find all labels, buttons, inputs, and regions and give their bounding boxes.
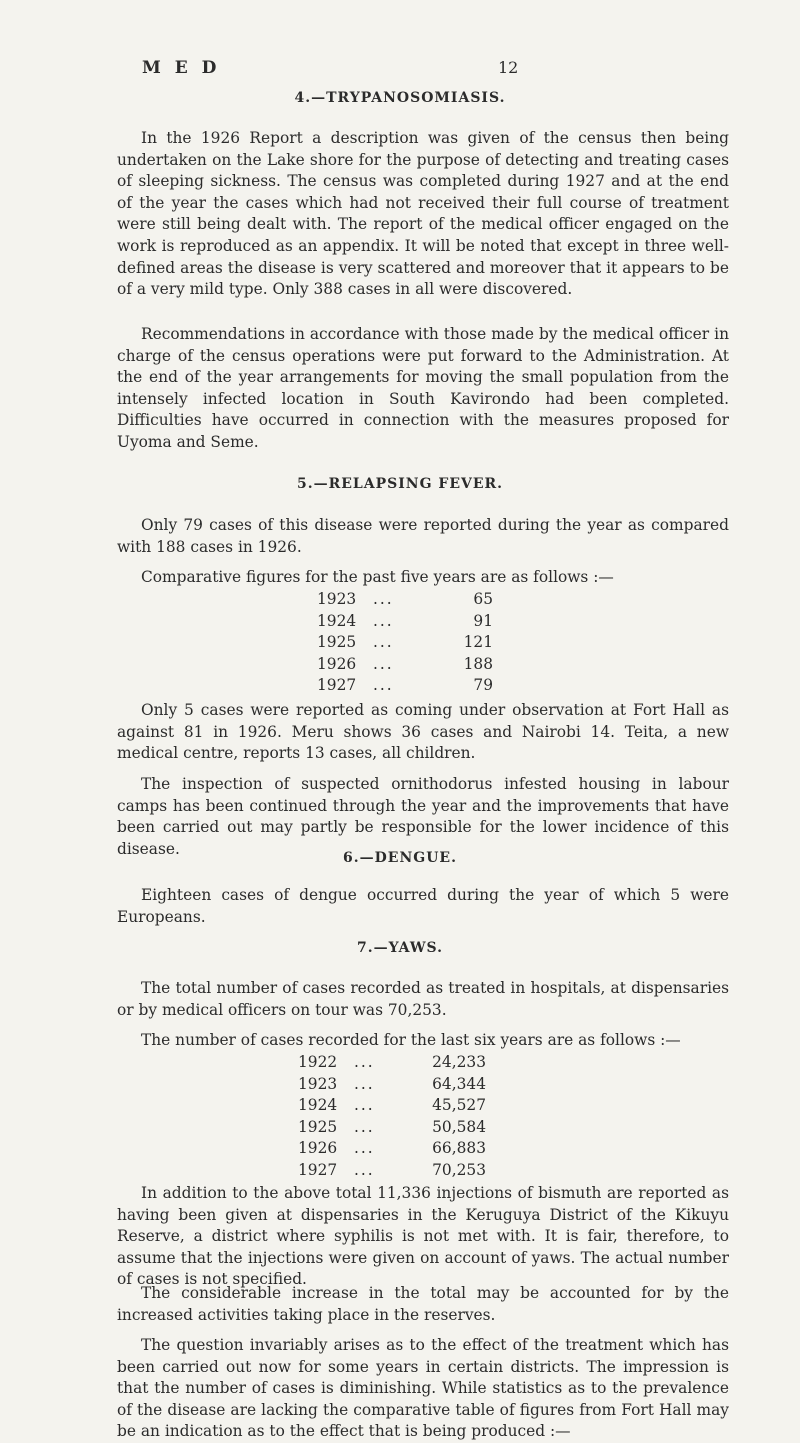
paragraph: Only 79 cases of this disease were reported during the year as compared with 188 cases in 1926. [117, 516, 729, 556]
table-row: 1927 ... 79 [317, 676, 493, 695]
paragraph: Eighteen cases of dengue occurred during the year of which 5 were Europeans. [117, 886, 729, 926]
paragraph: The considerable increase in the total may be accounted for by the increased activities taking place in the reserves. [117, 1284, 729, 1324]
table-row: 1922 ... 24,233 [298, 1053, 486, 1071]
yaws-table [298, 1052, 486, 1182]
table-row: 1925 ... 121 [317, 633, 493, 652]
section-heading-trypanosomiasis: 4.—TRYPANOSOMIASIS. [294, 90, 506, 106]
paragraph: In the 1926 Report a description was given of the census then being undertaken on the Lake shore for the purpose of detecting and treating cases of sleeping sickness. The census was completed during 1927 and at the end of the year the cases which had not received their full course of treatment were still being dealt with. The report of the medical officer engaged on the work is reproduced as an appendix. It will be noted that except in three well-defined areas the disease is very scattered and moreover that it appears to be of a very mild type. Only 388 cases in all were discovered. [117, 129, 729, 299]
paragraph: Comparative figures for the past five years are as follows :— [141, 568, 614, 586]
table-row: 1926 ... 66,883 [298, 1139, 486, 1158]
table-row: 1924 ... 91 [317, 611, 493, 630]
paragraph: The total number of cases recorded as treated in hospitals, at dispensaries or by medical officers on tour was 70,253. [117, 979, 729, 1019]
table-row: 1924 ... 45,527 [298, 1096, 486, 1115]
paragraph: In addition to the above total 11,336 injections of bismuth are reported as having been given at dispensaries in the Keruguya District of the Kikuyu Reserve, a district where syphilis is not met with. It is fair, therefore, to assume that the injections were given on account of yaws. The actual number of cases is not specified. [117, 1184, 729, 1289]
table-row: 1927 ... 70,253 [298, 1160, 486, 1179]
paragraph: The inspection of suspected ornithodorus infested housing in labour camps has been continued through the year and the improvements that have been carried out may partly be responsible for the lower incidence of this disease. [117, 775, 729, 858]
page-number: 12 [498, 58, 519, 77]
table-row: 1926 ... 188 [317, 654, 493, 673]
section-heading-relapsing-fever: 5.—RELAPSING FEVER. [296, 476, 504, 492]
running-header: M E D [142, 58, 221, 78]
paragraph: Only 5 cases were reported as coming under observation at Fort Hall as against 81 in 1926. Meru shows 36 cases and Nairobi 14. Teita, a new medical centre, reports 13 cases, all children. [117, 701, 729, 763]
paragraph: Recommendations in accordance with those made by the medical officer in charge of the census operations were put forward to the Administration. At the end of the year arrangements for moving the small population from the intensely infected location in South Kavirondo had been completed. Difficulties have occurred in connection with the measures proposed for Uyoma and Seme. [117, 325, 729, 451]
paragraph: The number of cases recorded for the last six years are as follows :— [141, 1031, 681, 1049]
table-row: 1923 ... 64,344 [298, 1074, 486, 1093]
section-heading-yaws: 7.—YAWS. [356, 940, 444, 956]
section-heading-dengue: 6.—DENGUE. [343, 850, 457, 866]
table-row: 1925 ... 50,584 [298, 1117, 486, 1136]
table-row: 1923 ... 65 [317, 590, 493, 608]
relapsing-fever-table [317, 589, 493, 697]
paragraph: The question invariably arises as to the effect of the treatment which has been carried out now for some years in certain districts. The impression is that the number of cases is diminishing. While statistics as to the prevalence of the disease are lacking the comparative table of figures from Fort Hall may be an indication as to the effect that is being produced :— [117, 1336, 729, 1441]
